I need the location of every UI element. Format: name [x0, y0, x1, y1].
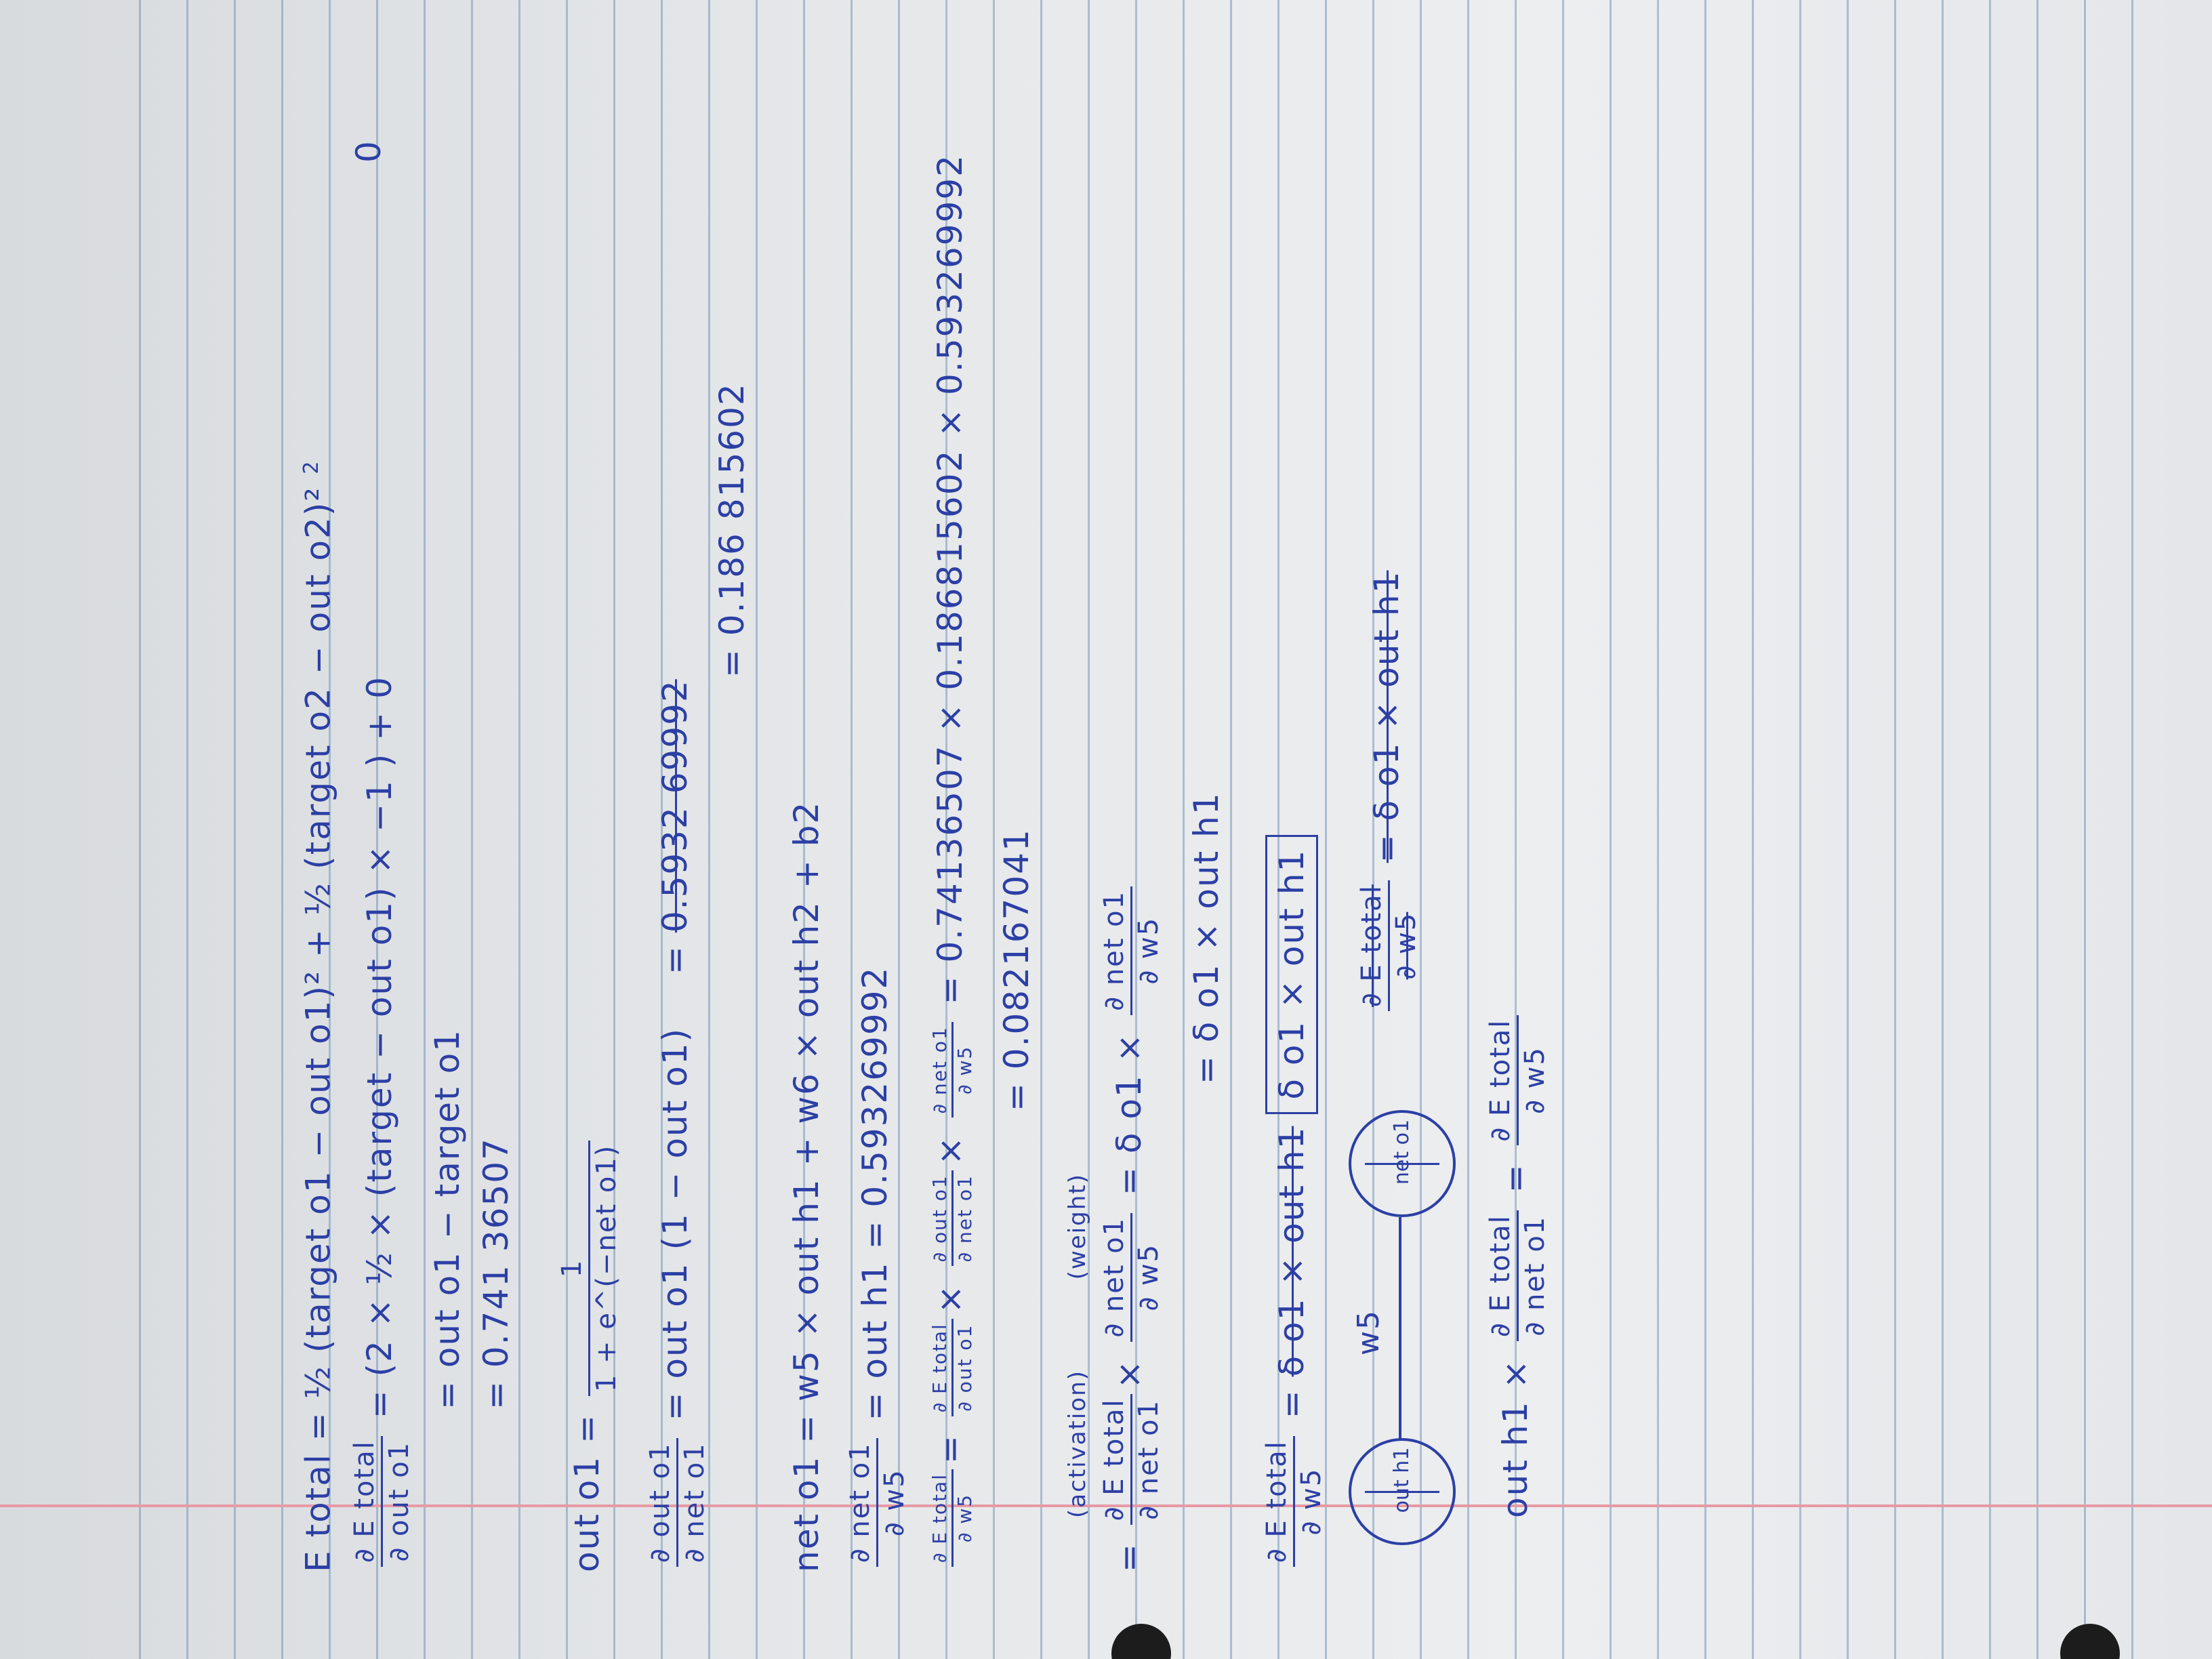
- line-value-3: = 0.082167041: [997, 828, 1036, 1111]
- binder-hole: [1111, 1624, 1171, 1659]
- line-final-relation: out h1 × ∂ E total ∂ net o1 = ∂ E total ∂ w5: [1484, 1010, 1551, 1518]
- fraction: ∂ E total ∂ net o1: [1098, 1394, 1165, 1525]
- line-net-derivative: ∂ net o1 ∂ w5 = out h1 = 0.593269992: [844, 966, 911, 1572]
- neuron-h1: out h1: [1349, 1438, 1456, 1545]
- fraction: ∂ E total ∂ w5: [1355, 880, 1422, 1011]
- line-sigmoid: out o1 = 1 1 + e^(−net o1): [556, 1135, 623, 1572]
- fraction: ∂ E total ∂ w5: [1484, 1015, 1551, 1146]
- ruled-line: [2084, 0, 2086, 1659]
- line-net-o1: net o1 = w5 × out h1 + w6 × out h2 + b2: [787, 800, 826, 1572]
- fraction: ∂ E total ∂ w5: [928, 1469, 977, 1567]
- crossed-out-value: 0.5932 69992: [655, 679, 695, 933]
- circled-zero: 0: [349, 140, 388, 163]
- fraction: ∂ E total ∂ out o1: [928, 1319, 977, 1416]
- superscript: 2: [300, 459, 323, 474]
- handwritten-notes: [291, 47, 2053, 1572]
- boxed-result: δ o1 × out h1: [1265, 835, 1318, 1114]
- ruled-line: [281, 0, 283, 1659]
- fraction: 1 1 + e^(−net o1): [556, 1141, 623, 1397]
- line-crossed-derivation: [1355, 571, 1422, 1017]
- activation-note: (activation) (weight): [1064, 1173, 1091, 1518]
- crossed-out-expression: δ o1 × out h1: [1272, 1126, 1311, 1377]
- line-out-minus-target: = out o1 − target o1: [428, 1029, 467, 1410]
- fraction: ∂ net o1 ∂ w5: [1098, 886, 1165, 1015]
- ruled-line: [139, 0, 141, 1659]
- binder-hole: [2060, 1624, 2120, 1659]
- line-delta-form: = ∂ E total ∂ net o1 × ∂ net o1 ∂ w5 = δ o1 × ∂ net o1 ∂ w5: [1098, 881, 1165, 1572]
- weight-label: w5: [1351, 1309, 1386, 1355]
- fraction: ∂ net o1 ∂ w5: [928, 1022, 977, 1118]
- fraction: ∂ out o1 ∂ net o1: [644, 1438, 711, 1567]
- ruled-line: [234, 0, 236, 1659]
- line-sigmoid-derivative: ∂ out o1 ∂ net o1 = out o1 (1 − out o1) = 0.5932 69992: [644, 679, 711, 1572]
- fraction: ∂ net o1 ∂ w5: [1098, 1213, 1165, 1342]
- line-boxed-result: ∂ E total ∂ w5 = δ o1 × out h1 δ o1 × out h1: [1261, 835, 1328, 1572]
- ruled-line: [186, 0, 188, 1659]
- line-chain-rule: ∂ E total ∂ w5 = ∂ E total ∂ out o1 × ∂ out o1 ∂ net o1 × ∂ net o1 ∂ w5 = 0.74136507 × 0.186815602 × 0.593269992: [928, 154, 977, 1572]
- neuron-o1: net o1: [1349, 1110, 1456, 1217]
- line-value-1: = 0.741 36507: [476, 1137, 516, 1410]
- fraction: ∂ E total ∂ w5: [1261, 1436, 1328, 1567]
- line-derivative-total: ∂ E total ∂ out o1 = (2 × ½ × (target − out o1) × −1 ) + 0: [348, 676, 415, 1572]
- fraction: ∂ E total ∂ out o1: [348, 1436, 415, 1567]
- fraction: ∂ E total ∂ net o1: [1484, 1210, 1551, 1341]
- line-error-total: E total = ½ (target o1 − out o1)² + ½ (target o2 − out o2)² $^2$: [298, 459, 338, 1572]
- line-value-2: = 0.186 815602: [712, 382, 752, 678]
- weight-connection: [1399, 1217, 1401, 1441]
- fraction: ∂ net o1 ∂ w5: [844, 1438, 911, 1567]
- hidden-filler: [1782, 1498, 1823, 1572]
- crossed-out-expression: = δ o1 × out h1: [1367, 570, 1406, 863]
- ruled-line: [2131, 0, 2133, 1659]
- fraction: ∂ out o1 ∂ net o1: [928, 1170, 977, 1266]
- line-delta-simplified: = δ o1 × out h1: [1187, 792, 1226, 1084]
